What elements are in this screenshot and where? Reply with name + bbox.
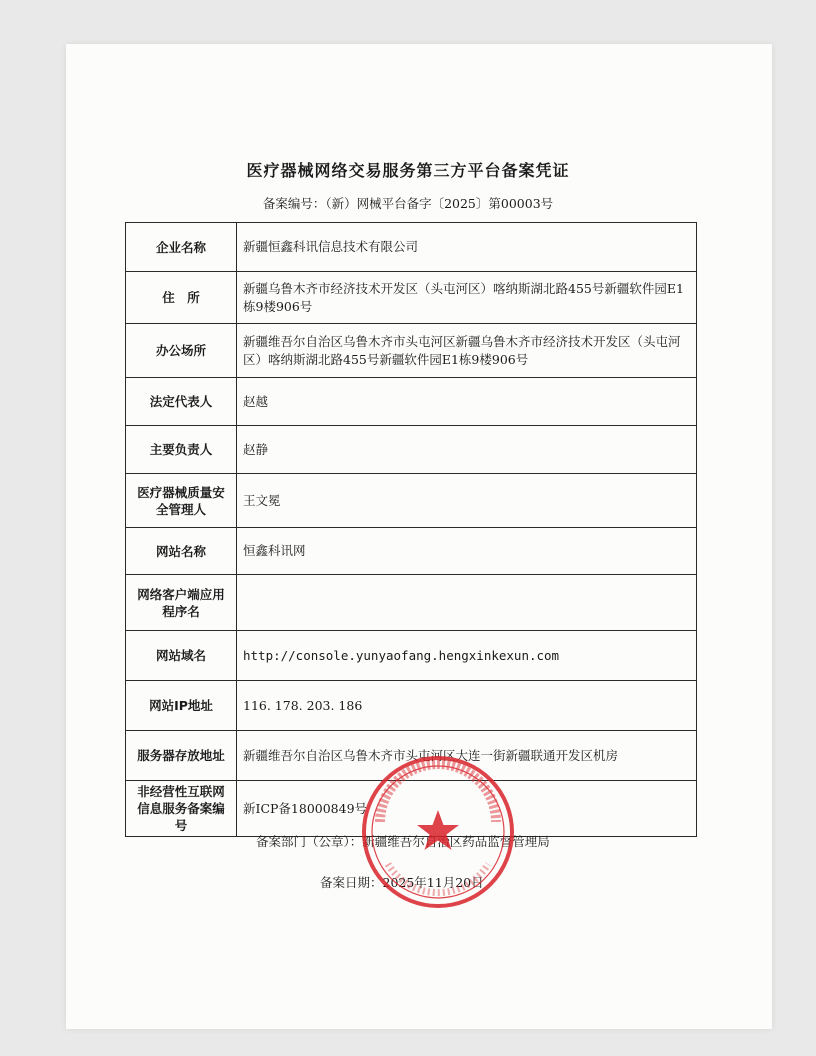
row-label: 办公场所 [126, 324, 237, 378]
certificate-table [125, 222, 697, 837]
registration-number: 备案编号：（新）网械平台备字〔2025〕第00003号 [262, 196, 554, 211]
row-label: 主要负责人 [126, 426, 237, 474]
row-value: 王文冕 [237, 474, 697, 528]
table-row [126, 324, 697, 378]
row-label: 服务器存放地址 [126, 731, 237, 781]
row-value: 新疆维吾尔自治区乌鲁木齐市头屯河区大连一街新疆联通开发区机房 [237, 731, 697, 781]
table-row [126, 223, 697, 272]
row-label: 网站IP地址 [126, 681, 237, 731]
table-row [126, 272, 697, 324]
document-title: 医疗器械网络交易服务第三方平台备案凭证 [246, 161, 570, 180]
row-value [237, 575, 697, 631]
row-value: 赵越 [237, 378, 697, 426]
official-seal-icon [358, 752, 518, 912]
table-row [126, 631, 697, 681]
filing-date: 备案日期：2025年11月20日 [320, 875, 484, 890]
row-label: 住 所 [126, 272, 237, 324]
row-value: 新ICP备18000849号 [237, 781, 697, 837]
row-value: 赵静 [237, 426, 697, 474]
table-row [126, 528, 697, 575]
row-value: http://console.yunyaofang.hengxinkexun.com [237, 631, 697, 681]
table-row [126, 426, 697, 474]
row-label: 网络客户端应用程序名 [126, 575, 237, 631]
seal-star-icon [417, 810, 459, 850]
row-label: 医疗器械质量安全管理人 [126, 474, 237, 528]
filing-department: 备案部门（公章）：新疆维吾尔自治区药品监督管理局 [256, 834, 550, 849]
row-value: 恒鑫科讯网 [237, 528, 697, 575]
row-label: 法定代表人 [126, 378, 237, 426]
row-value: 116. 178. 203. 186 [237, 681, 697, 731]
row-value: 新疆维吾尔自治区乌鲁木齐市头屯河区新疆乌鲁木齐市经济技术开发区（头屯河区）喀纳斯湖北路455号新疆软件园E1栋9楼906号 [237, 324, 697, 378]
row-value: 新疆乌鲁木齐市经济技术开发区（头屯河区）喀纳斯湖北路455号新疆软件园E1栋9楼906号 [237, 272, 697, 324]
row-label: 网站域名 [126, 631, 237, 681]
table-row [126, 378, 697, 426]
row-label: 非经营性互联网信息服务备案编号 [126, 781, 237, 837]
row-label: 网站名称 [126, 528, 237, 575]
table-row [126, 474, 697, 528]
row-value: 新疆恒鑫科讯信息技术有限公司 [237, 223, 697, 272]
table-row [126, 681, 697, 731]
row-label: 企业名称 [126, 223, 237, 272]
table-row [126, 575, 697, 631]
